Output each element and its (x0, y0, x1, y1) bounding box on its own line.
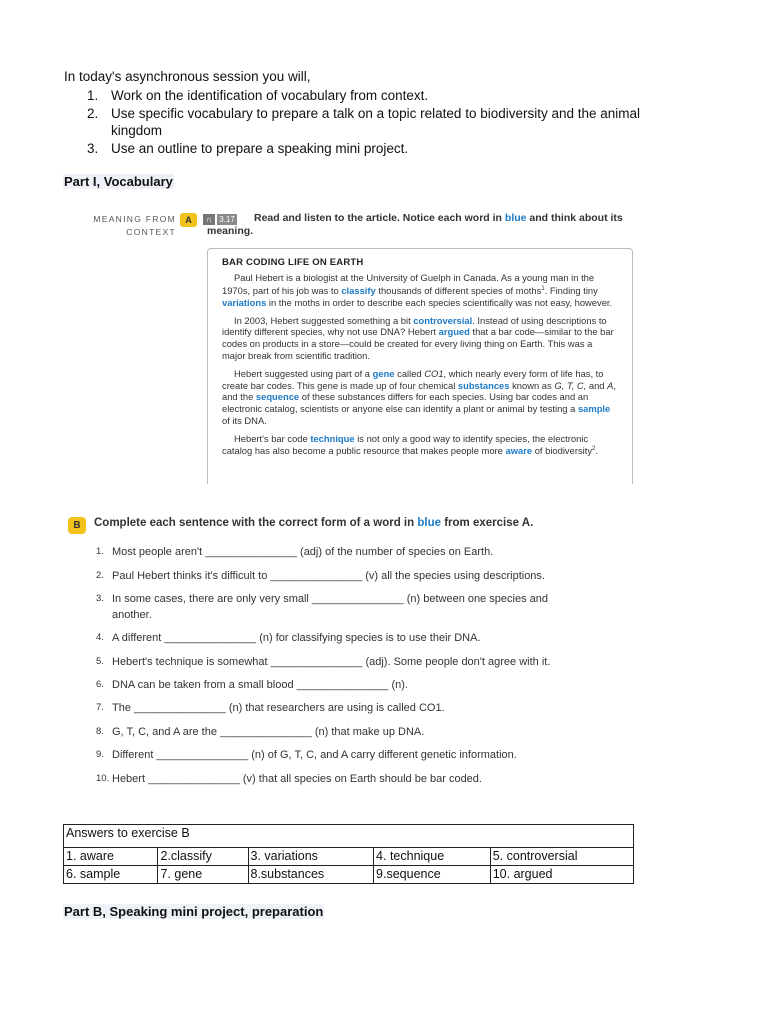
article-paragraph: Hebert's bar code technique is not only a good way to identify species, the electronic catalog has also become a public resource that makes people more aware of biodiversity$^2$. (222, 432, 598, 457)
audio-track[interactable] (203, 213, 237, 225)
article-paragraph: Paul Hebert is a biologist at the University of Guelph in Canada. As a young man in the 1970s, part of his job was to classify thousands of different species of moths$^1$. Finding tiny variations in the moths in order to describe each species scientifically was not easy, however. (222, 272, 613, 308)
list-item: 1. Most people aren't _______________ (adj) of the number of species on Earth. (96, 546, 494, 558)
section-label: MEANING FROM CONTEXT (93, 214, 176, 237)
list-item: 2. Paul Hebert thinks it's difficult to _______________ (v) all the species using descriptions. (96, 569, 545, 582)
list-item: 10. Hebert _______________ (v) that all species on Earth should be bar coded. (96, 772, 482, 785)
part2-heading: Part B, Speaking mini project, preparation (64, 904, 324, 919)
article-paragraph: In 2003, Hebert suggested something a bit controversial. Instead of using descriptions to identify different species, why not use DNA? Hebert argued that a bar code—similar to the bar codes on products in a store—could be created for every living thing on Earth. This was a major break from scientific tradition. (222, 314, 614, 361)
article-box (207, 248, 633, 484)
table-cell: 10. argued (490, 866, 633, 884)
list-item: 3. Use an outline to prepare a speaking mini project. (87, 140, 409, 156)
exercise-b-list (96, 544, 556, 794)
table-cell: 7. gene (158, 866, 248, 884)
headphones-icon: ∩ (203, 214, 215, 225)
list-item: 7. The _______________ (n) that researchers are using is called CO1. (96, 702, 445, 714)
list-item: 8. G, T, C, and A are the _______________ (n) that make up DNA. (96, 725, 425, 738)
table-cell: 8.substances (248, 866, 374, 884)
exercise-b-instruction: Complete each sentence with the correct form of a word in blue from exercise A. (94, 517, 534, 529)
list-item: 9. Different _______________ (n) of G, T, C, and A carry different genetic information. (96, 749, 517, 761)
table-cell: 3. variations (248, 848, 374, 866)
list-item: 3. In some cases, there are only very small _______________ (n) between one species and another. (96, 593, 548, 621)
exercise-a-badge: A (180, 213, 197, 227)
table-header: Answers to exercise B (64, 825, 634, 848)
table-row (64, 848, 634, 866)
track-number: 3.17 (217, 214, 237, 225)
table-cell: 5. controversial (490, 848, 633, 866)
list-item: 1. Work on the identification of vocabulary from context. (87, 88, 429, 103)
exercise-a-instruction: Read and listen to the article. Notice each word in blue and think about its (254, 212, 623, 224)
list-item: 2. Use specific vocabulary to prepare a talk on a topic related to biodiversity and the animal kingdom (87, 105, 641, 138)
list-item: 6. DNA can be taken from a small blood _______________ (n). (96, 678, 408, 691)
list-item: 5. Hebert's technique is somewhat _______________ (adj). Some people don't agree with it. (96, 655, 551, 668)
part1-heading: Part I, Vocabulary (64, 174, 173, 189)
exercise-b-badge: B (68, 517, 86, 534)
table-row (64, 866, 634, 884)
exercise-a-instruction-cont: meaning. (207, 225, 254, 237)
table-cell: 4. technique (374, 848, 491, 866)
article-paragraph: Hebert suggested using part of a gene called CO1, which nearly every form of life has, to create bar codes. This gene is made up of four chemical substances known as G, T, C, and A, and the sequence of these substances differs for each species. Using bar codes and an electronic catalog, scientists or anyone else can identify a plant or animal by testing a sample of its DNA. (222, 367, 616, 426)
answers-table (63, 824, 634, 884)
table-header-row (64, 825, 634, 848)
table-cell: 9.sequence (374, 866, 491, 884)
table-cell: 6. sample (64, 866, 158, 884)
goals-list (87, 87, 687, 157)
table-cell: 1. aware (64, 848, 158, 866)
table-cell: 2.classify (158, 848, 248, 866)
article-title: BAR CODING LIFE ON EARTH (222, 257, 364, 268)
list-item: 4. A different _______________ (n) for classifying species is to use their DNA. (96, 632, 481, 644)
intro-text: In today's asynchronous session you will, (64, 69, 311, 84)
